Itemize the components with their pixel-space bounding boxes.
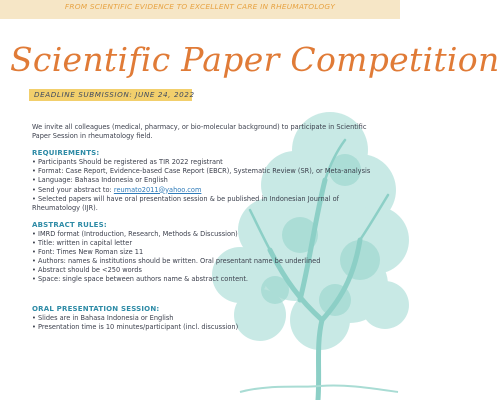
section-spacer xyxy=(32,285,382,297)
list-item: • Title: written in capital letter xyxy=(32,239,382,248)
list-item: • Slides are in Bahasa Indonesia or English xyxy=(32,314,382,323)
abstract-rules-list xyxy=(32,230,382,285)
intro-paragraph: We invite all colleagues (medical, pharmacy, or bio-molecular background) to participate in Scientific Paper Session in rheumatology field. xyxy=(32,123,367,141)
abstract-rules-heading: ABSTRACT RULES: xyxy=(32,220,107,229)
list-item: • Selected papers will have oral presentation session & be published in Indonesian Journal of Rheumatology (IJR). xyxy=(32,195,382,213)
list-item: • Space: single space between authors name & abstract content. xyxy=(32,275,382,284)
list-item: • Participants Should be registered as TIR 2022 registrant xyxy=(32,158,382,167)
email-link[interactable]: reumato2011@yahoo.com xyxy=(113,185,202,194)
send-abstract-label: Send your abstract to: xyxy=(38,185,114,194)
list-item: • Authors: names & institutions should be written. Oral presentant name be underlined xyxy=(32,257,382,266)
list-item: • Language: Bahasa Indonesia or English xyxy=(32,176,382,185)
oral-session-heading: ORAL PRESENTATION SESSION: xyxy=(32,304,160,313)
requirements-list xyxy=(32,158,382,213)
top-banner xyxy=(0,0,400,19)
deadline-text: DEADLINE SUBMISSION: JUNE 24, 2022 xyxy=(34,90,195,99)
list-item: • Font: Times New Roman size 11 xyxy=(32,248,382,257)
list-item: • Format: Case Report, Evidence-based Case Report (EBCR), Systematic Review (SR), or Meta-analysis xyxy=(32,167,382,176)
page-title: Scientific Paper Competition xyxy=(10,40,500,79)
main-content xyxy=(32,123,382,332)
list-item: • IMRD format (Introduction, Research, Methods & Discussion) xyxy=(32,230,382,239)
list-item: • Presentation time is 10 minutes/participant (incl. discussion) xyxy=(32,323,382,332)
oral-session-list xyxy=(32,314,382,332)
list-item-send-abstract xyxy=(32,186,382,195)
requirements-heading: REQUIREMENTS: xyxy=(32,149,100,158)
banner-text: FROM SCIENTIFIC EVIDENCE TO EXCELLENT CARE IN RHEUMATOLOGY xyxy=(64,2,336,11)
list-item: • Abstract should be <250 words xyxy=(32,266,382,275)
